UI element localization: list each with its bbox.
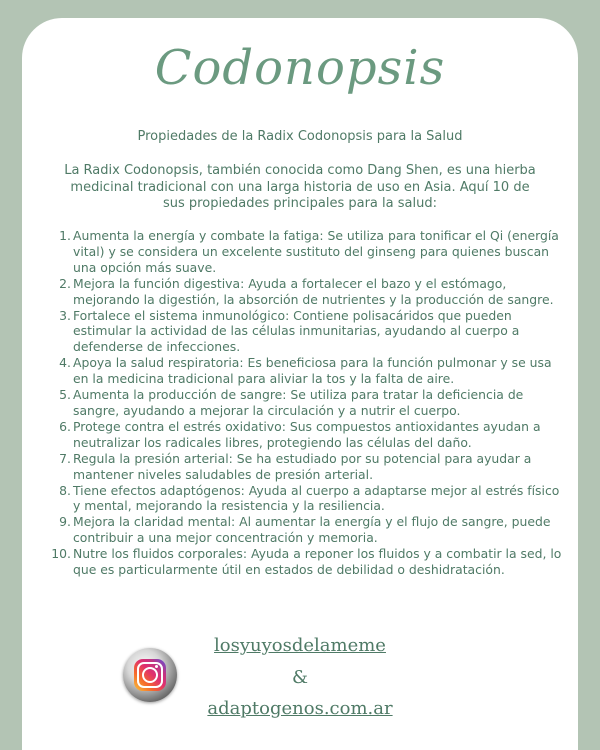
list-item: [50, 276, 564, 308]
item-text: Protege contra el estrés oxidativo: Sus compuestos antioxidantes ayudan a neutralizar los radicales libres, protegiendo las células del daño.: [73, 418, 541, 450]
item-text: Mejora la claridad mental: Al aumentar la energía y el flujo de sangre, puede contribuir a una mejor concentración y memoria.: [73, 514, 551, 546]
list-item: [50, 546, 564, 578]
item-text: Aumenta la energía y combate la fatiga: Se utiliza para tonificar el Qi (energía vital) y se considera un excelente sustituto del ginseng para quienes buscan una opción más suave.: [73, 228, 559, 275]
item-number: 8.: [59, 482, 71, 498]
page-title: Codonopsis: [154, 40, 446, 96]
website-link[interactable]: adaptogenos.com.ar: [207, 698, 393, 719]
item-text: Regula la presión arterial: Se ha estudiado por su potencial para ayudar a mantener niveles saludables de presión arterial.: [73, 450, 532, 482]
instagram-handle-link[interactable]: losyuyosdelameme: [214, 635, 386, 656]
item-text: Aumenta la producción de sangre: Se utiliza para tratar la deficiencia de sangre, ayudando a mejorar la circulación y a nutrir el cuerpo.: [73, 387, 524, 418]
item-number: 10.: [51, 546, 71, 562]
item-text: Apoya la salud respiratoria: Es beneficiosa para la función pulmonar y se usa en la medicina tradicional para aliviar la tos y la falta de aire.: [73, 355, 552, 387]
content-card: [22, 18, 578, 750]
list-item: [50, 387, 564, 419]
list-item: [50, 419, 564, 451]
item-text: Tiene efectos adaptógenos: Ayuda al cuerpo a adaptarse mejor al estrés físico y mental, mejorando la resistencia y la resiliencia.: [73, 482, 560, 514]
item-number: 3.: [59, 307, 71, 323]
item-number: 5.: [59, 387, 71, 403]
list-item: [50, 451, 564, 483]
list-item: [50, 308, 564, 356]
item-number: 7.: [59, 450, 71, 466]
item-number: 9.: [59, 514, 71, 530]
list-item: [50, 483, 564, 515]
item-number: 1.: [59, 228, 71, 243]
subtitle: Propiedades de la Radix Codonopsis para la Salud: [137, 129, 463, 144]
item-number: 2.: [59, 275, 71, 291]
list-item: [50, 514, 564, 546]
item-text: Nutre los fluidos corporales: Ayuda a reponer los fluidos y a combatir la sed, lo que es particularmente útil en estados de debilidad o deshidratación.: [73, 546, 562, 578]
item-number: 6.: [59, 418, 71, 434]
ampersand: &: [291, 667, 309, 688]
item-text: Mejora la función digestiva: Ayuda a fortalecer el bazo y el estómago, mejorando la digestión, la absorción de nutrientes y la producción de sangre.: [73, 275, 554, 307]
item-number: 4.: [59, 355, 71, 371]
intro-paragraph: La Radix Codonopsis, también conocida como Dang Shen, es una hierba medicinal tradicional con una larga historia de uso en Asia. Aquí 10 de sus propiedades principales para la salud:: [64, 163, 536, 211]
item-text: Fortalece el sistema inmunológico: Contiene polisacáridos que pueden estimular la actividad de las células inmunitarias, ayudando al cuerpo a defenderse de infecciones.: [73, 307, 520, 355]
properties-list: [50, 228, 564, 578]
list-item: [50, 228, 564, 276]
list-item: [50, 355, 564, 387]
